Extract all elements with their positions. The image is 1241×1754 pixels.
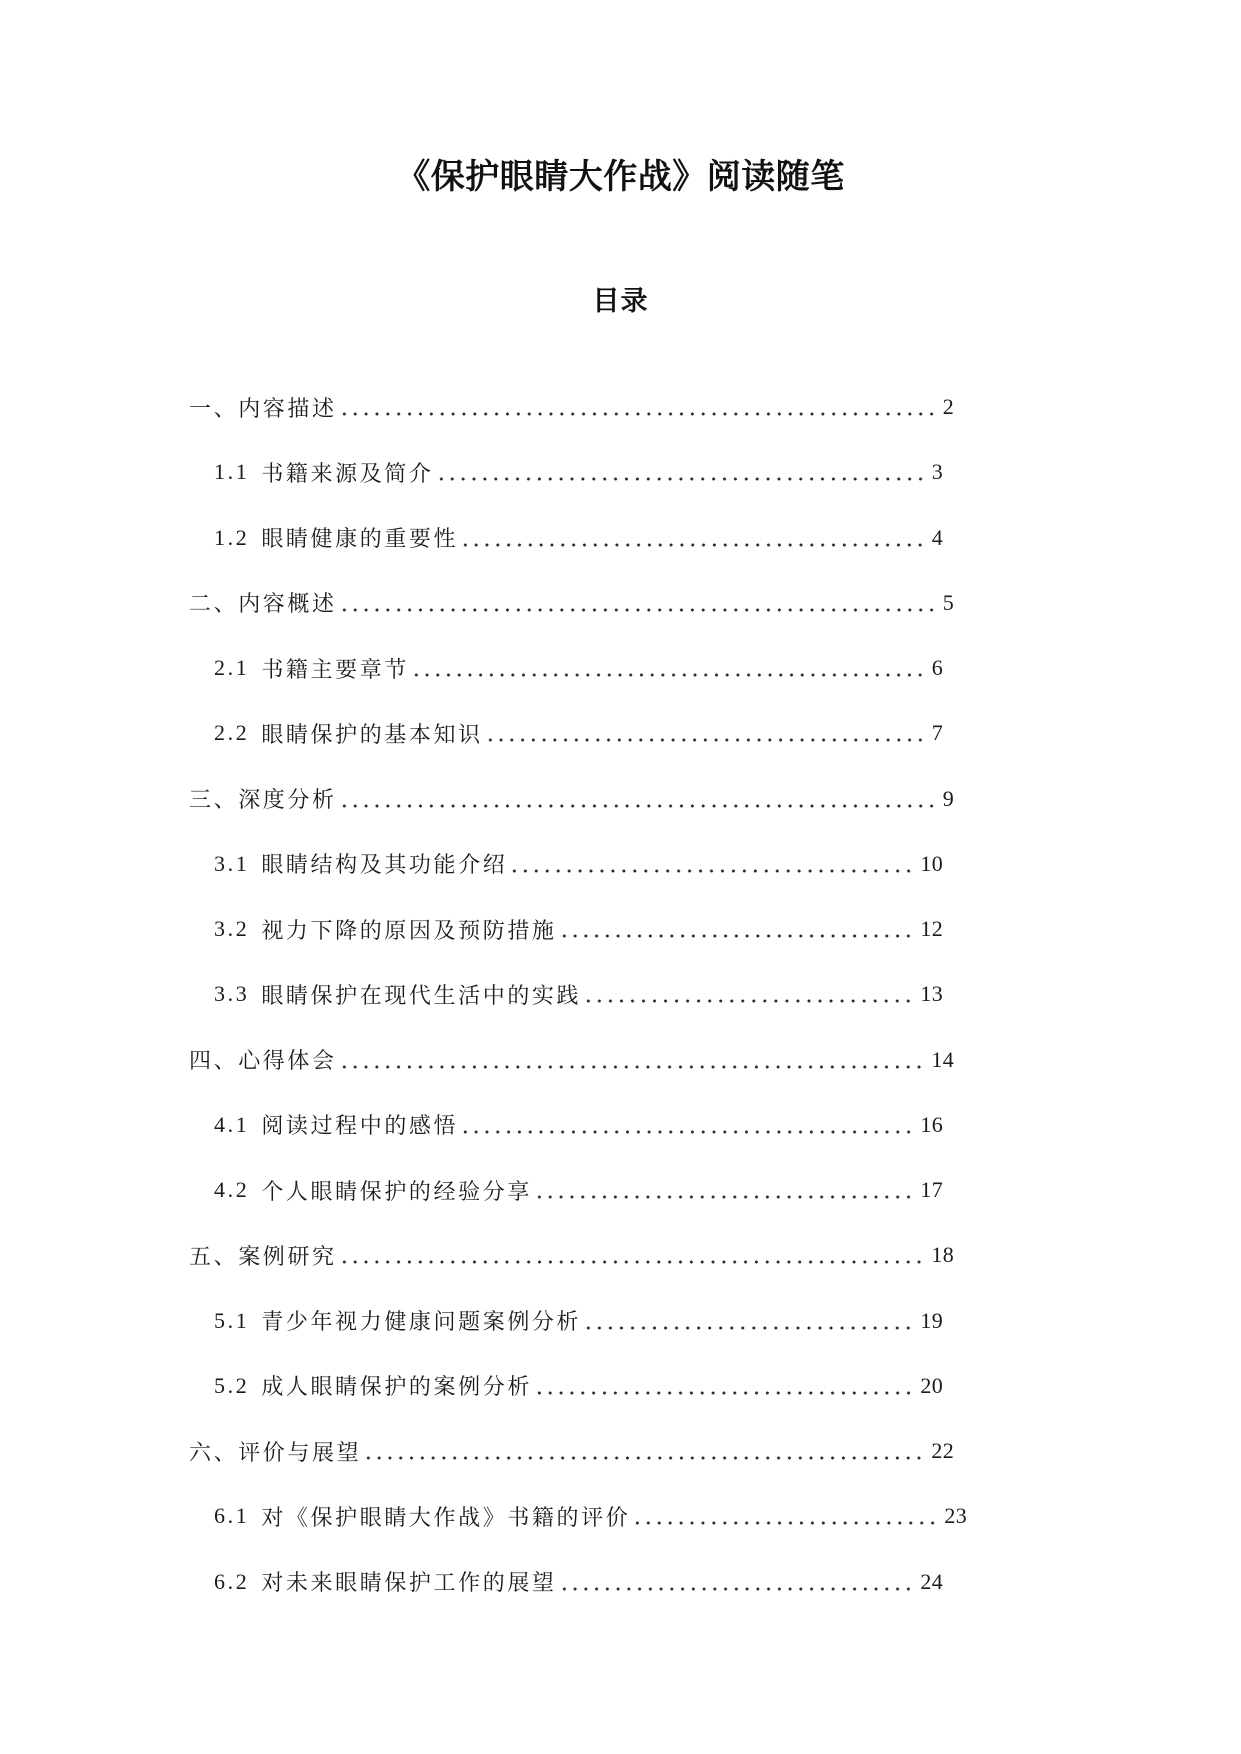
toc-entry-number: 4.1 [214, 1111, 250, 1137]
toc-entry-label: 二、内容概述 [189, 591, 337, 617]
dot-leader [339, 1246, 926, 1264]
dot-leader [436, 463, 926, 481]
toc-entry[interactable] [214, 1092, 943, 1157]
toc-entry[interactable] [214, 440, 943, 505]
toc-entry[interactable] [214, 701, 943, 766]
dot-leader [583, 985, 914, 1003]
dot-leader [339, 790, 937, 808]
toc-entry-label: 三、深度分析 [189, 787, 337, 813]
dot-leader [339, 398, 937, 416]
toc-entry-label: 一、内容描述 [189, 395, 337, 421]
dot-leader [411, 659, 926, 677]
toc-entry-number: 5.2 [214, 1372, 250, 1398]
toc-entry[interactable] [189, 766, 954, 831]
toc-entry-page-number: 19 [920, 1307, 943, 1333]
toc-entry-label: 视力下降的原因及预防措施 [261, 917, 557, 943]
toc-entry-page-number: 13 [920, 981, 943, 1007]
dot-leader [632, 1507, 938, 1525]
toc-entry-number: 6.1 [214, 1503, 250, 1529]
toc-entry-page-number: 9 [942, 785, 954, 811]
toc-entry-page-number: 17 [920, 1177, 943, 1203]
dot-leader [460, 1116, 914, 1134]
toc-entry[interactable] [214, 1484, 967, 1549]
toc-entry-label: 对未来眼睛保护工作的展望 [261, 1570, 557, 1596]
toc-entry[interactable] [189, 374, 954, 439]
toc-entry-label: 成人眼睛保护的案例分析 [261, 1374, 532, 1400]
toc-entry-number: 1.1 [214, 459, 250, 485]
toc-entry-label: 眼睛健康的重要性 [261, 526, 459, 552]
toc-entry[interactable] [214, 635, 943, 700]
toc-entry[interactable] [189, 1223, 954, 1288]
toc-entry[interactable] [189, 1027, 954, 1092]
toc-entry-page-number: 24 [920, 1568, 943, 1594]
toc-entry[interactable] [189, 570, 954, 635]
toc-entry-page-number: 2 [942, 394, 954, 420]
toc-entry[interactable] [214, 962, 943, 1027]
toc-entry-label: 对《保护眼睛大作战》书籍的评价 [261, 1504, 631, 1530]
dot-leader [583, 1312, 914, 1330]
document-title: 《保护眼睛大作战》阅读随笔 [396, 157, 845, 197]
toc-entry-page-number: 3 [931, 459, 943, 485]
toc-entry-label: 四、心得体会 [189, 1048, 337, 1074]
dot-leader [534, 1181, 914, 1199]
toc-entry-number: 4.2 [214, 1177, 250, 1203]
toc-entry-number: 3.1 [214, 850, 250, 876]
toc-entry-label: 眼睛结构及其功能介绍 [261, 852, 508, 878]
toc-entry-label: 六、评价与展望 [189, 1439, 362, 1465]
dot-leader [559, 920, 915, 938]
toc-entry-page-number: 12 [920, 916, 943, 942]
toc-entry-page-number: 5 [942, 589, 954, 615]
toc-entry-page-number: 7 [931, 720, 943, 746]
dot-leader [363, 1442, 925, 1460]
toc-entry-label: 青少年视力健康问题案例分析 [261, 1309, 582, 1335]
toc-entry-page-number: 23 [944, 1503, 967, 1529]
toc-entry-page-number: 18 [931, 1242, 954, 1268]
toc-entry[interactable] [214, 1353, 943, 1418]
toc-entry-number: 1.2 [214, 524, 250, 550]
dot-leader [339, 594, 937, 612]
dot-leader [460, 529, 926, 547]
dot-leader [339, 1051, 926, 1069]
toc-entry[interactable] [214, 1157, 943, 1222]
toc-entry-number: 6.2 [214, 1568, 250, 1594]
toc-entry-number: 2.2 [214, 720, 250, 746]
toc-entry-page-number: 4 [931, 524, 943, 550]
toc-entry-page-number: 22 [931, 1438, 954, 1464]
toc-entry-label: 五、案例研究 [189, 1243, 337, 1269]
toc-entry[interactable] [189, 1418, 954, 1483]
dot-leader [509, 855, 914, 873]
dot-leader [485, 724, 926, 742]
toc-entry[interactable] [214, 1549, 943, 1614]
toc-entry-number: 5.1 [214, 1307, 250, 1333]
toc-entry-number: 3.3 [214, 981, 250, 1007]
dot-leader [559, 1573, 915, 1591]
toc-entry-page-number: 14 [931, 1046, 954, 1072]
toc-entry-label: 眼睛保护的基本知识 [261, 721, 483, 747]
toc-entry[interactable] [214, 831, 943, 896]
toc-entry-page-number: 16 [920, 1111, 943, 1137]
toc-entry-number: 3.2 [214, 916, 250, 942]
toc-heading: 目录 [592, 286, 649, 317]
toc-entry[interactable] [214, 896, 943, 961]
toc-entry-page-number: 10 [920, 850, 943, 876]
toc-entry[interactable] [214, 505, 943, 570]
dot-leader [534, 1377, 914, 1395]
toc-entry-label: 书籍主要章节 [261, 656, 409, 682]
toc-entry-page-number: 20 [920, 1372, 943, 1398]
toc-entry-label: 个人眼睛保护的经验分享 [261, 1178, 532, 1204]
toc-entry-number: 2.1 [214, 655, 250, 681]
toc-entry-label: 眼睛保护在现代生活中的实践 [261, 982, 582, 1008]
toc-entry-label: 阅读过程中的感悟 [261, 1113, 459, 1139]
toc-entry-label: 书籍来源及简介 [261, 460, 434, 486]
table-of-contents [0, 374, 1241, 1614]
toc-entry-page-number: 6 [931, 655, 943, 681]
toc-entry[interactable] [214, 1288, 943, 1353]
